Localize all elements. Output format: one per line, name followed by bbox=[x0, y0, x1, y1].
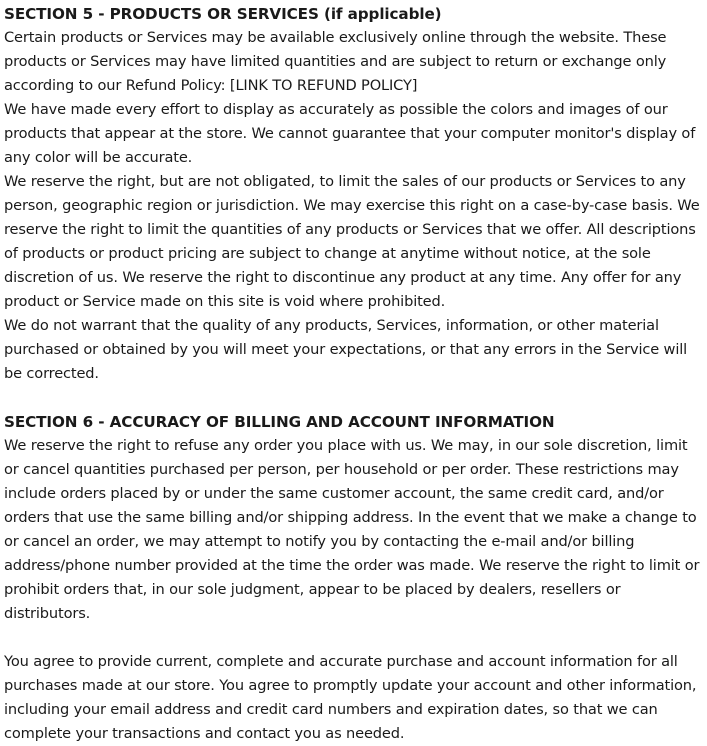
paragraph-spacer bbox=[4, 626, 704, 650]
section-5-title: SECTION 5 - PRODUCTS OR SERVICES (if applicable) bbox=[4, 5, 442, 23]
section-6-title: SECTION 6 - ACCURACY OF BILLING AND ACCOUNT INFORMATION bbox=[4, 413, 555, 431]
section-5-paragraph-2: We have made every effort to display as accurately as possible the colors and images of our products that appear at the store. We cannot guarantee that your computer monitor's display of any color will be accurate. bbox=[4, 101, 696, 166]
section-6-paragraph-2: You agree to provide current, complete and accurate purchase and account information for all purchases made at our store. You agree to promptly update your account and other information, including your email address and credit card numbers and expiration dates, so that we can complete your transactions and contact you as needed. bbox=[4, 653, 697, 742]
section-5-paragraph-4: We do not warrant that the quality of any products, Services, information, or other material purchased or obtained by you will meet your expectations, or that any errors in the Service will be corrected. bbox=[4, 317, 688, 382]
section-5-paragraph-1: Certain products or Services may be available exclusively online through the website. These products or Services may have limited quantities and are subject to return or exchange only according to our Refund Policy: [LINK TO REFUND POLICY] bbox=[4, 29, 667, 94]
section-spacer bbox=[4, 386, 704, 410]
section-5-paragraph-3: We reserve the right, but are not obligated, to limit the sales of our products or Services to any person, geographic region or jurisdiction. We may exercise this right on a case-by-case basis. We reserve the right to limit the quantities of any products or Services that we offer. All descriptions of products or product pricing are subject to change at anytime without notice, at the sole discretion of us. We reserve the right to discontinue any product at any time. Any offer for any product or Service made on this site is void where prohibited. bbox=[4, 173, 700, 310]
section-6-paragraph-1: We reserve the right to refuse any order you place with us. We may, in our sole discretion, limit or cancel quantities purchased per person, per household or per order. These restrictions may include orders placed by or under the same customer account, the same credit card, and/or orders that use the same billing and/or shipping address. In the event that we make a change to or cancel an order, we may attempt to notify you by contacting the e-mail and/or billing address/phone number provided at the time the order was made. We reserve the right to limit or prohibit orders that, in our sole judgment, appear to be placed by dealers, resellers or distributors. bbox=[4, 437, 700, 622]
